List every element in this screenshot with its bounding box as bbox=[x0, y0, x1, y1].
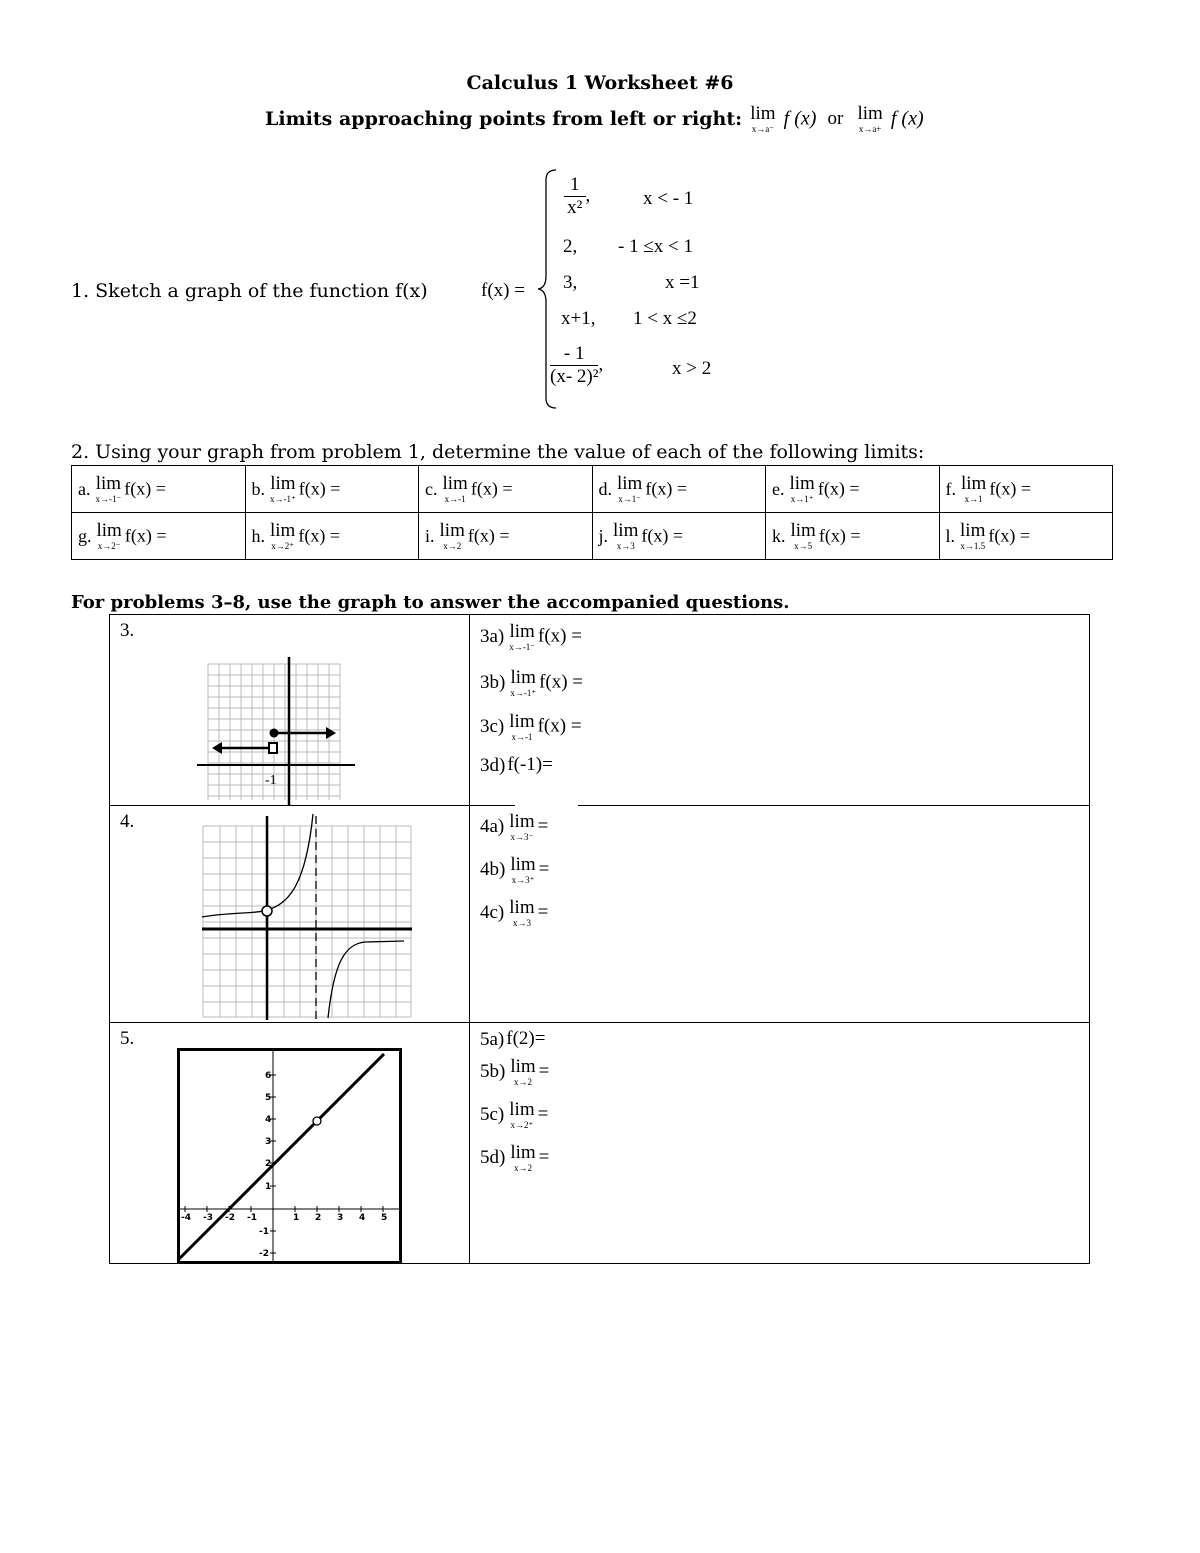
question-3b: 3b) lim x→-1⁺ f(x) = bbox=[480, 667, 584, 698]
y-tick-label: 2 bbox=[265, 1159, 272, 1169]
problem5-graph bbox=[176, 1047, 404, 1265]
limit-cell-h: h. lim x→2⁺ f(x) = bbox=[245, 513, 419, 560]
piece-3-cond: x =1 bbox=[665, 272, 700, 293]
x-tick-label: 2 bbox=[315, 1213, 322, 1223]
problem2-prompt: 2. Using your graph from problem 1, determine the value of each of the following limits: bbox=[71, 441, 925, 463]
piece-2-expr: 2, bbox=[563, 236, 578, 257]
problem3-number: 3. bbox=[120, 620, 135, 641]
piece-5-expr: $\frac{- 1}{\text{(x- 2)²}}$ , bbox=[550, 343, 604, 387]
x-tick-label: 5 bbox=[381, 1213, 388, 1223]
problem5-number: 5. bbox=[120, 1028, 135, 1049]
question-5c: 5c) lim x→2⁺ = bbox=[480, 1099, 549, 1130]
y-tick-label: 6 bbox=[265, 1071, 272, 1081]
y-tick-label: -1 bbox=[259, 1227, 269, 1237]
problem1-prompt: 1. Sketch a graph of the function f(x) bbox=[71, 280, 428, 302]
x-tick-label: 1 bbox=[293, 1213, 300, 1223]
subtitle-fx-left: f (x) bbox=[783, 107, 817, 130]
piece-2-cond: - 1 ≤x < 1 bbox=[618, 236, 693, 257]
limit-cell-l: l. lim x→1.5 f(x) = bbox=[939, 513, 1113, 560]
x-tick-label: -1 bbox=[247, 1213, 257, 1223]
limit-cell-i: i. lim x→2 f(x) = bbox=[419, 513, 593, 560]
piece-1-cond: x < - 1 bbox=[643, 188, 694, 209]
question-4b: 4b) lim x→3⁺ = bbox=[480, 854, 550, 885]
question-3a: 3a) lim x→-1⁻ f(x) = bbox=[480, 621, 582, 652]
subtitle-lim-left: lim x→a⁻ bbox=[750, 103, 776, 134]
limit-cell-d: d. lim x→1⁻ f(x) = bbox=[592, 466, 766, 513]
limit-cell-c: c. lim x→-1 f(x) = bbox=[419, 466, 593, 513]
instructions: For problems 3–8, use the graph to answer the accompanied questions. bbox=[71, 592, 790, 613]
problem4-number: 4. bbox=[120, 811, 135, 832]
question-4a: 4a) lim x→3⁻ = bbox=[480, 811, 549, 842]
x-tick-label: 4 bbox=[359, 1213, 366, 1223]
question-5a: 5a) f(2)= bbox=[480, 1028, 546, 1050]
subtitle-lim-right: lim x→a+ bbox=[857, 103, 883, 134]
limit-cell-k: k. lim x→5 f(x) = bbox=[766, 513, 940, 560]
piecewise-label: f(x) = bbox=[481, 280, 525, 301]
y-tick-label: 4 bbox=[265, 1115, 272, 1125]
x-tick-label: -4 bbox=[181, 1213, 191, 1223]
x-tick-label: 3 bbox=[337, 1213, 344, 1223]
question-5d: 5d) lim x→2 = bbox=[480, 1142, 550, 1173]
piece-5-cond: x > 2 bbox=[672, 358, 712, 379]
question-4c: 4c) lim x→3 = bbox=[480, 897, 549, 928]
problem3-axis-label: -1 bbox=[265, 773, 277, 788]
question-3d: 3d) f(-1)= bbox=[480, 754, 553, 776]
limit-cell-f: f. lim x→1 f(x) = bbox=[939, 466, 1113, 513]
worksheet-title: Calculus 1 Worksheet #6 bbox=[466, 72, 734, 94]
piece-3-expr: 3, bbox=[563, 272, 578, 293]
limit-cell-g: g. lim x→2⁻ f(x) = bbox=[72, 513, 246, 560]
limit-cell-a: a. lim x→-1⁻ f(x) = bbox=[72, 466, 246, 513]
piece-4-expr: x+1, bbox=[561, 308, 596, 329]
subtitle-fx-right: f (x) bbox=[890, 107, 924, 130]
question-5b: 5b) lim x→2 = bbox=[480, 1056, 550, 1087]
piece-4-cond: 1 < x ≤2 bbox=[633, 308, 697, 329]
limit-cell-b: b. lim x→-1⁺ f(x) = bbox=[245, 466, 419, 513]
y-tick-label: 3 bbox=[265, 1137, 272, 1147]
limit-cell-j: j. lim x→3 f(x) = bbox=[592, 513, 766, 560]
y-tick-label: 5 bbox=[265, 1093, 272, 1103]
problem4-graph bbox=[200, 812, 414, 1020]
x-tick-label: -3 bbox=[203, 1213, 213, 1223]
x-tick-label: -2 bbox=[225, 1213, 235, 1223]
subtitle-text: Limits approaching points from left or right: bbox=[265, 108, 743, 130]
y-tick-label: 1 bbox=[265, 1182, 272, 1192]
piece-1-expr: $\frac{1}{\text{x²}}$ , bbox=[564, 174, 590, 219]
subtitle-or: or bbox=[827, 108, 844, 129]
y-tick-label: -2 bbox=[259, 1249, 269, 1259]
problem3-graph bbox=[195, 657, 360, 805]
question-3c: 3c) lim x→-1 f(x) = bbox=[480, 711, 582, 742]
limit-cell-e: e. lim x→1⁺ f(x) = bbox=[766, 466, 940, 513]
